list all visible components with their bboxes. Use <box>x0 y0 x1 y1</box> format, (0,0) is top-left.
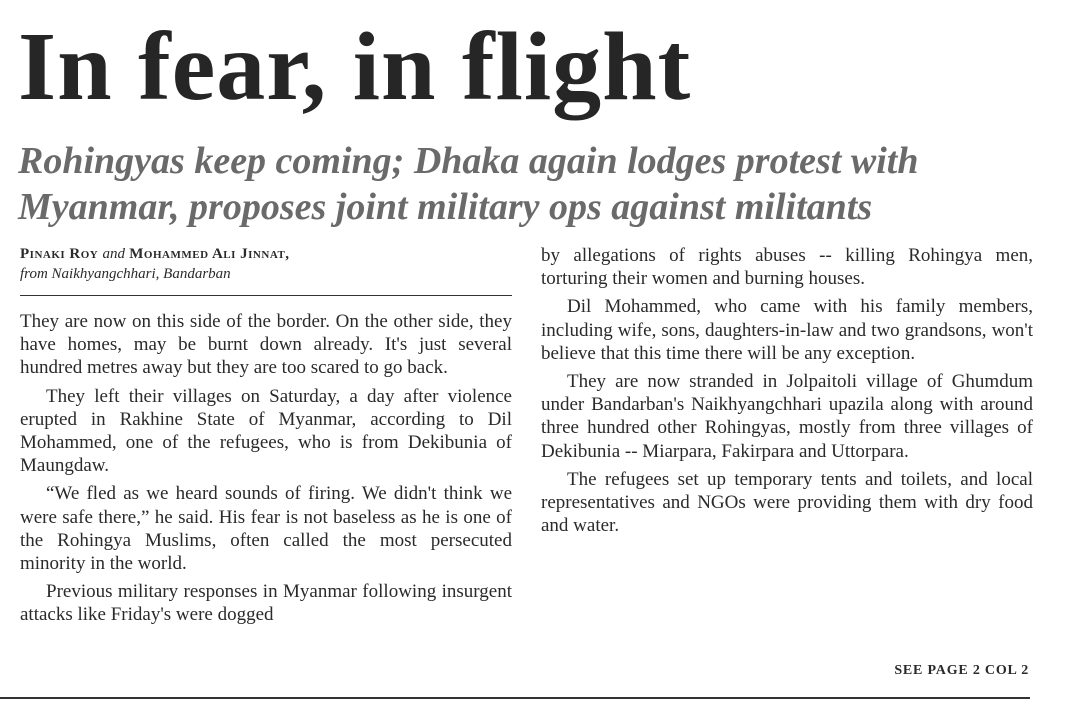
headline: In fear, in flight <box>18 13 692 121</box>
article-column-left <box>20 310 512 632</box>
bottom-divider <box>0 697 1030 699</box>
author-name: Pinaki Roy <box>20 246 99 262</box>
subheadline: Rohingyas keep coming; Dhaka again lodges protest with Myanmar, proposes joint military ops against militants <box>18 140 919 228</box>
author-name: Mohammed Ali Jinnat, <box>129 246 290 262</box>
article-column-right <box>541 244 1033 542</box>
byline-conjunction: and <box>102 246 126 262</box>
byline-divider <box>20 295 512 296</box>
paragraph: They are now stranded in Jolpaitoli village of Ghumdum under Bandarban's Naikhyangchhari upazila along with around three hundred other Rohingyas, mostly from three villages of Dekibunia -- Miarpara, Fakirpara and Uttorpara. <box>541 371 1033 462</box>
paragraph: “We fled as we heard sounds of firing. We didn't think we were safe there,” he said. His fear is not baseless as he is one of the Rohingya Muslims, often called the most persecuted minority in the world. <box>20 483 512 575</box>
paragraph: by allegations of rights abuses -- killing Rohingya men, torturing their women and burning houses. <box>541 245 1033 290</box>
continuation-reference: SEE PAGE 2 COL 2 <box>894 663 1029 678</box>
paragraph: Dil Mohammed, who came with his family members, including wife, sons, daughters-in-law and two grandsons, won't believe that this time there will be any exception. <box>541 296 1033 364</box>
paragraph: The refugees set up temporary tents and toilets, and local representatives and NGOs were providing them with dry food and water. <box>541 468 1033 537</box>
byline-authors <box>20 244 512 264</box>
paragraph: Previous military responses in Myanmar following insurgent attacks like Friday's were dogged <box>20 581 512 626</box>
paragraph: They are now on this side of the border. On the other side, they have homes, may be burnt down already. It's just several hundred metres away but they are too scared to go back. <box>20 311 512 379</box>
paragraph: They left their villages on Saturday, a day after violence erupted in Rakhine State of Myanmar, according to Dil Mohammed, one of the refugees, who is from Dekibunia of Maungdaw. <box>20 385 512 477</box>
byline <box>20 244 512 284</box>
dateline: from Naikhyangchhari, Bandarban <box>20 266 231 282</box>
